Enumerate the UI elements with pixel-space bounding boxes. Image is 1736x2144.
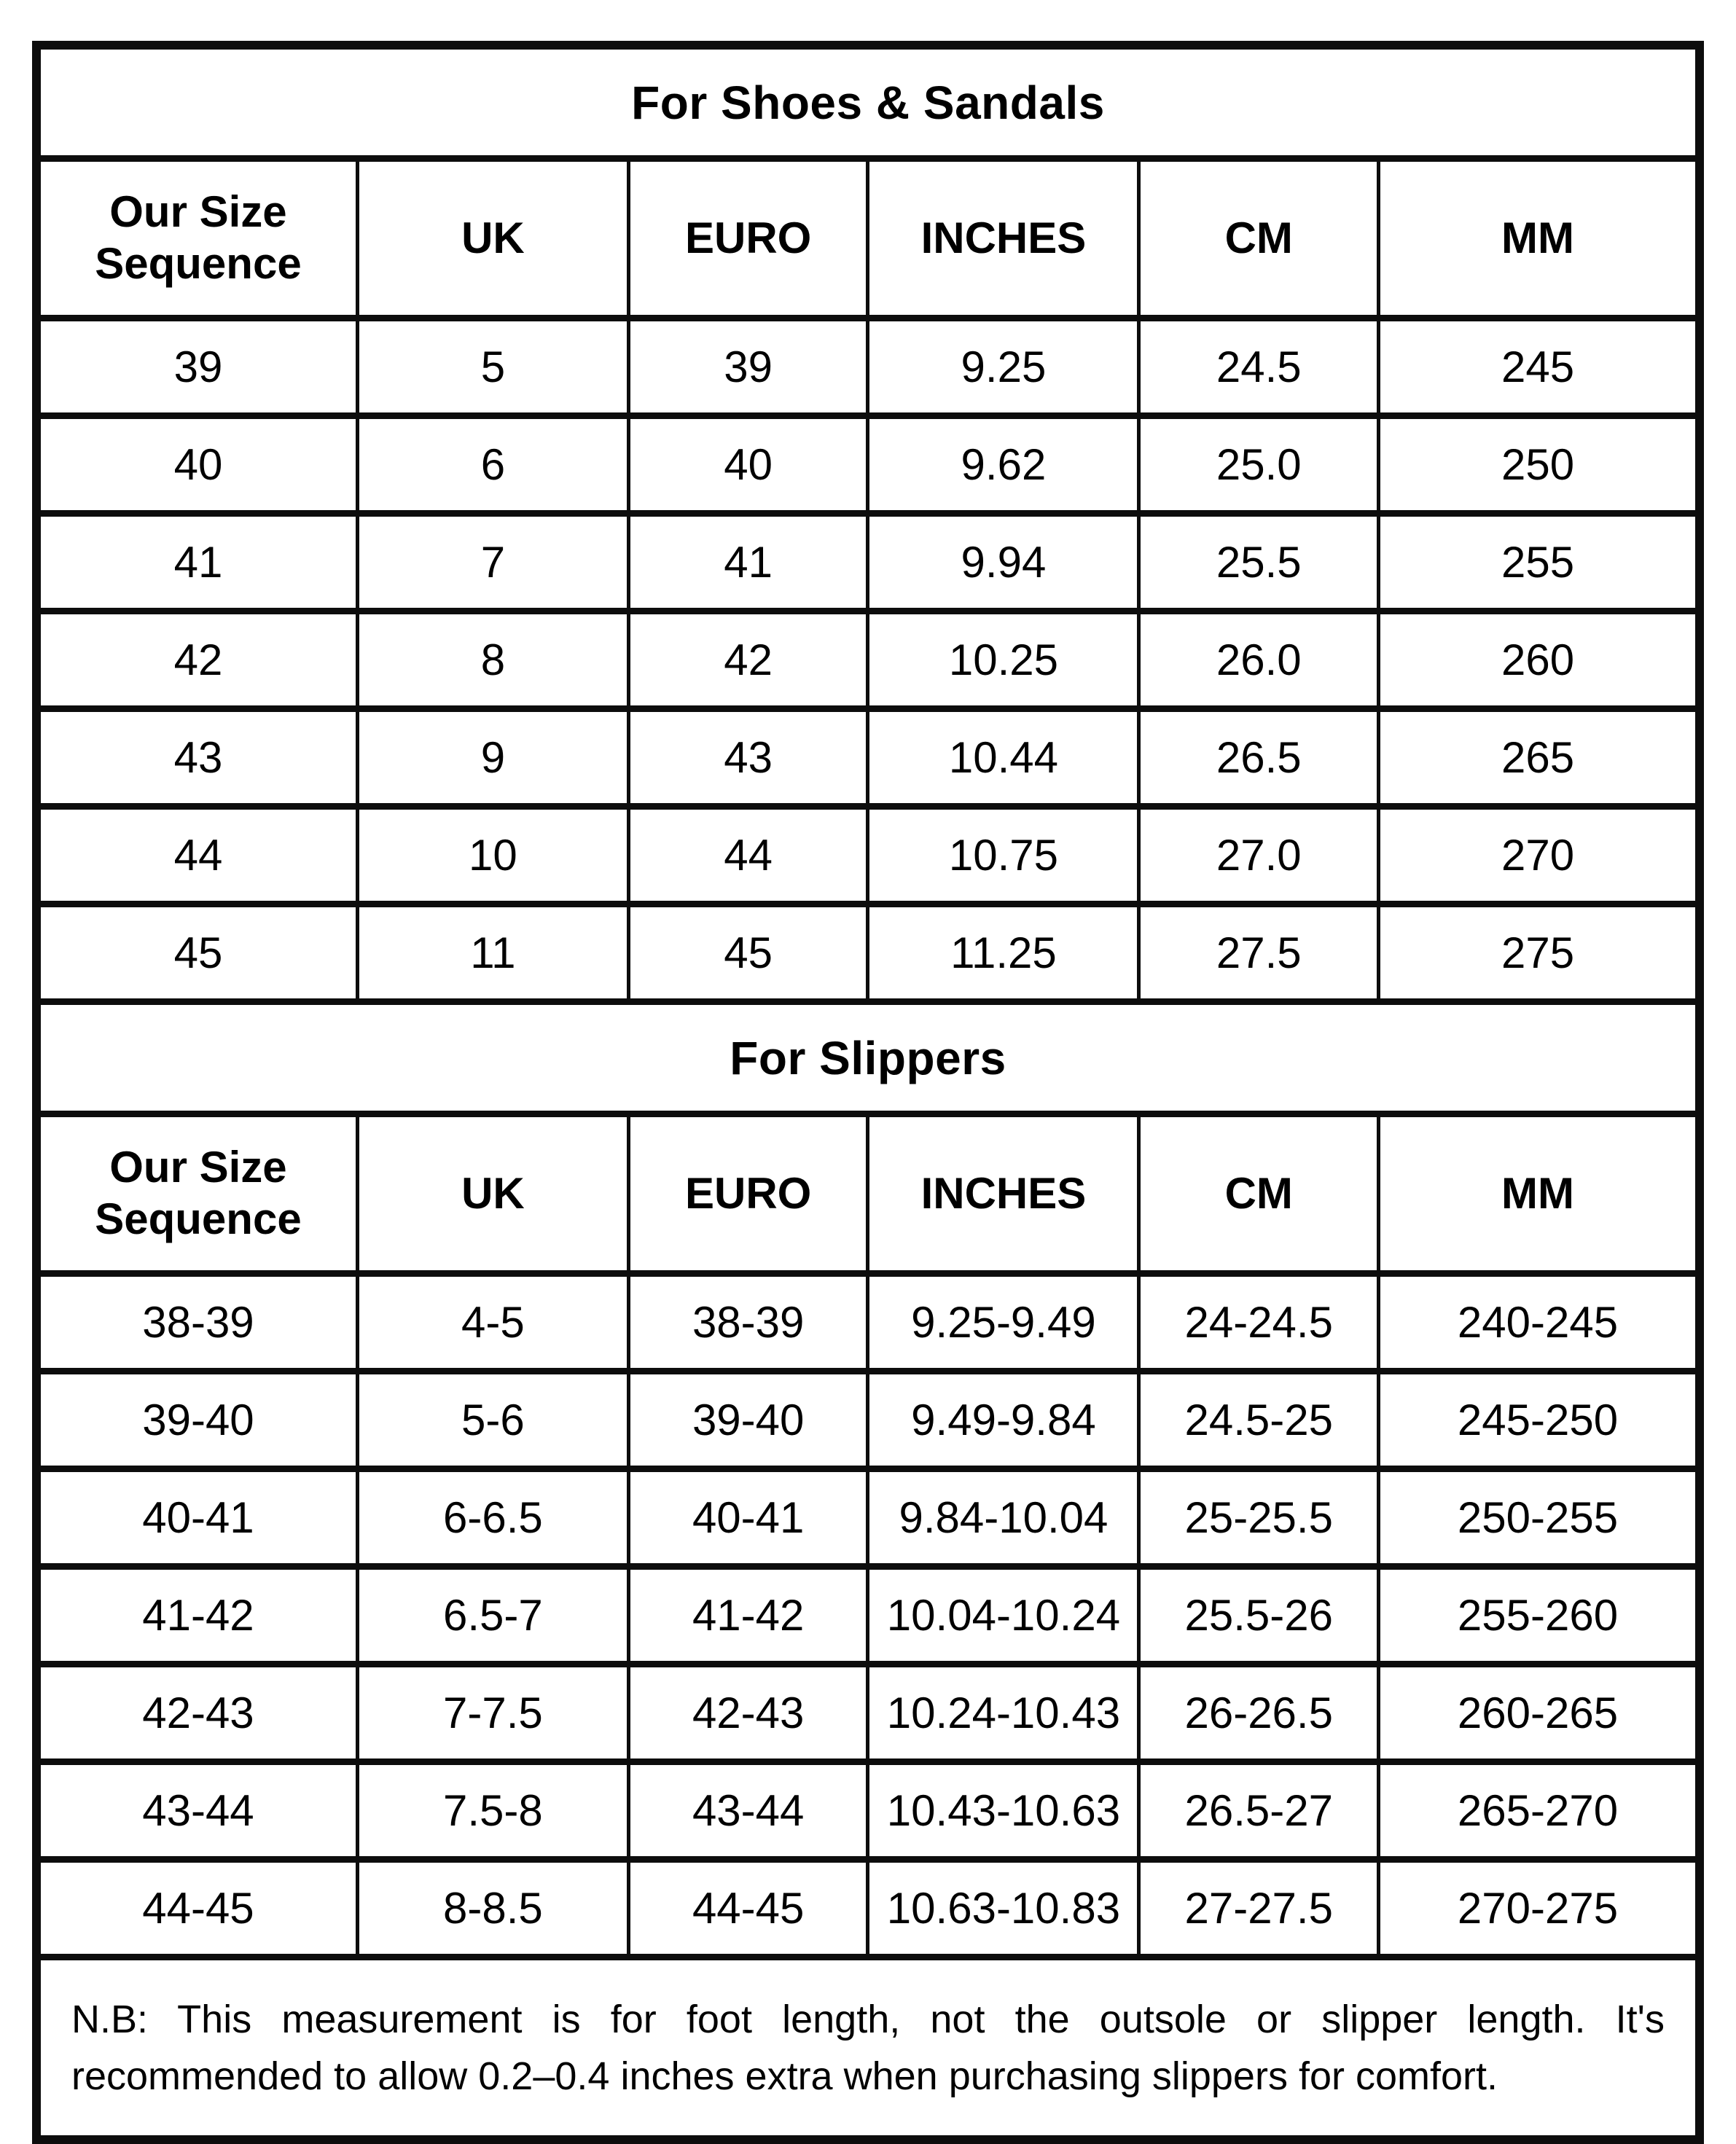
table-cell: 43-44 <box>628 1762 868 1860</box>
table-cell: 24-24.5 <box>1139 1274 1379 1372</box>
table-cell: 7-7.5 <box>357 1664 628 1762</box>
table-cell: 255 <box>1379 514 1700 611</box>
table-cell: 275 <box>1379 904 1700 1002</box>
column-header-mm: MM <box>1379 159 1700 318</box>
size-chart-table <box>32 41 1704 2144</box>
table-cell: 42-43 <box>628 1664 868 1762</box>
table-cell: 26-26.5 <box>1139 1664 1379 1762</box>
table-cell: 44 <box>628 807 868 904</box>
table-cell: 41 <box>36 514 357 611</box>
table-cell: 40-41 <box>628 1469 868 1567</box>
table-row <box>36 807 1700 904</box>
table-cell: 265-270 <box>1379 1762 1700 1860</box>
section-title-shoes: For Shoes & Sandals <box>36 45 1700 159</box>
table-cell: 245-250 <box>1379 1372 1700 1469</box>
table-row <box>36 709 1700 807</box>
table-cell: 11 <box>357 904 628 1002</box>
table-row <box>36 1664 1700 1762</box>
table-row <box>36 159 1700 318</box>
table-cell: 270 <box>1379 807 1700 904</box>
table-cell: 245 <box>1379 318 1700 416</box>
column-header-inches: INCHES <box>868 159 1139 318</box>
table-cell: 10 <box>357 807 628 904</box>
table-row <box>36 1469 1700 1567</box>
table-cell: 9.94 <box>868 514 1139 611</box>
table-row <box>36 1274 1700 1372</box>
table-cell: 43-44 <box>36 1762 357 1860</box>
table-cell: 26.0 <box>1139 611 1379 709</box>
table-row <box>36 1957 1700 2140</box>
table-row <box>36 514 1700 611</box>
table-cell: 40 <box>628 416 868 514</box>
table-cell: 10.43-10.63 <box>868 1762 1139 1860</box>
table-cell: 9.25 <box>868 318 1139 416</box>
table-cell: 260 <box>1379 611 1700 709</box>
table-cell: 43 <box>628 709 868 807</box>
table-cell: 39 <box>628 318 868 416</box>
table-cell: 38-39 <box>36 1274 357 1372</box>
table-cell: 9 <box>357 709 628 807</box>
table-cell: 9.25-9.49 <box>868 1274 1139 1372</box>
column-header-euro: EURO <box>628 1114 868 1274</box>
table-cell: 41-42 <box>628 1567 868 1664</box>
table-cell: 24.5 <box>1139 318 1379 416</box>
column-header-cm: CM <box>1139 1114 1379 1274</box>
table-cell: 42-43 <box>36 1664 357 1762</box>
table-cell: 11.25 <box>868 904 1139 1002</box>
table-cell: 10.75 <box>868 807 1139 904</box>
table-cell: 42 <box>628 611 868 709</box>
table-cell: 7.5-8 <box>357 1762 628 1860</box>
table-cell: 25.5 <box>1139 514 1379 611</box>
table-cell: 43 <box>36 709 357 807</box>
table-cell: 9.84-10.04 <box>868 1469 1139 1567</box>
column-header-uk: UK <box>357 159 628 318</box>
table-cell: 250 <box>1379 416 1700 514</box>
table-cell: 7 <box>357 514 628 611</box>
table-row <box>36 45 1700 159</box>
table-cell: 38-39 <box>628 1274 868 1372</box>
table-cell: 41-42 <box>36 1567 357 1664</box>
table-cell: 44-45 <box>36 1860 357 1957</box>
column-header-inches: INCHES <box>868 1114 1139 1274</box>
table-cell: 41 <box>628 514 868 611</box>
table-cell: 44 <box>36 807 357 904</box>
table-cell: 45 <box>628 904 868 1002</box>
table-cell: 39-40 <box>628 1372 868 1469</box>
column-header-our-size: Our Size Sequence <box>36 1114 357 1274</box>
table-cell: 6.5-7 <box>357 1567 628 1664</box>
table-cell: 4-5 <box>357 1274 628 1372</box>
table-cell: 26.5-27 <box>1139 1762 1379 1860</box>
table-cell: 265 <box>1379 709 1700 807</box>
table-row <box>36 1567 1700 1664</box>
column-header-euro: EURO <box>628 159 868 318</box>
table-cell: 250-255 <box>1379 1469 1700 1567</box>
table-cell: 9.62 <box>868 416 1139 514</box>
table-cell: 255-260 <box>1379 1567 1700 1664</box>
column-header-our-size: Our Size Sequence <box>36 159 357 318</box>
table-row <box>36 1114 1700 1274</box>
table-cell: 8 <box>357 611 628 709</box>
table-cell: 27.5 <box>1139 904 1379 1002</box>
table-cell: 10.25 <box>868 611 1139 709</box>
table-cell: 27.0 <box>1139 807 1379 904</box>
table-cell: 40 <box>36 416 357 514</box>
table-row <box>36 611 1700 709</box>
column-header-cm: CM <box>1139 159 1379 318</box>
table-cell: 240-245 <box>1379 1274 1700 1372</box>
table-cell: 25.0 <box>1139 416 1379 514</box>
table-cell: 26.5 <box>1139 709 1379 807</box>
table-cell: 40-41 <box>36 1469 357 1567</box>
table-cell: 8-8.5 <box>357 1860 628 1957</box>
table-row <box>36 1762 1700 1860</box>
table-cell: 270-275 <box>1379 1860 1700 1957</box>
table-cell: 6-6.5 <box>357 1469 628 1567</box>
section-title-slippers: For Slippers <box>36 1002 1700 1114</box>
table-cell: 5-6 <box>357 1372 628 1469</box>
table-row <box>36 318 1700 416</box>
table-cell: 10.63-10.83 <box>868 1860 1139 1957</box>
table-row <box>36 904 1700 1002</box>
table-cell: 24.5-25 <box>1139 1372 1379 1469</box>
table-cell: 25-25.5 <box>1139 1469 1379 1567</box>
table-cell: 10.24-10.43 <box>868 1664 1139 1762</box>
table-cell: 42 <box>36 611 357 709</box>
table-cell: 9.49-9.84 <box>868 1372 1139 1469</box>
table-row <box>36 1002 1700 1114</box>
measurement-note: N.B: This measurement is for foot length, not the outsole or slipper length. It's recommended to allow 0.2–0.4 inches extra when purchasing slippers for comfort. <box>36 1957 1700 2140</box>
table-cell: 39 <box>36 318 357 416</box>
table-cell: 6 <box>357 416 628 514</box>
column-header-uk: UK <box>357 1114 628 1274</box>
table-row <box>36 416 1700 514</box>
table-cell: 39-40 <box>36 1372 357 1469</box>
table-cell: 44-45 <box>628 1860 868 1957</box>
table-cell: 27-27.5 <box>1139 1860 1379 1957</box>
table-cell: 25.5-26 <box>1139 1567 1379 1664</box>
table-cell: 10.04-10.24 <box>868 1567 1139 1664</box>
column-header-mm: MM <box>1379 1114 1700 1274</box>
table-cell: 260-265 <box>1379 1664 1700 1762</box>
table-cell: 5 <box>357 318 628 416</box>
table-cell: 45 <box>36 904 357 1002</box>
table-row <box>36 1860 1700 1957</box>
table-cell: 10.44 <box>868 709 1139 807</box>
table-row <box>36 1372 1700 1469</box>
